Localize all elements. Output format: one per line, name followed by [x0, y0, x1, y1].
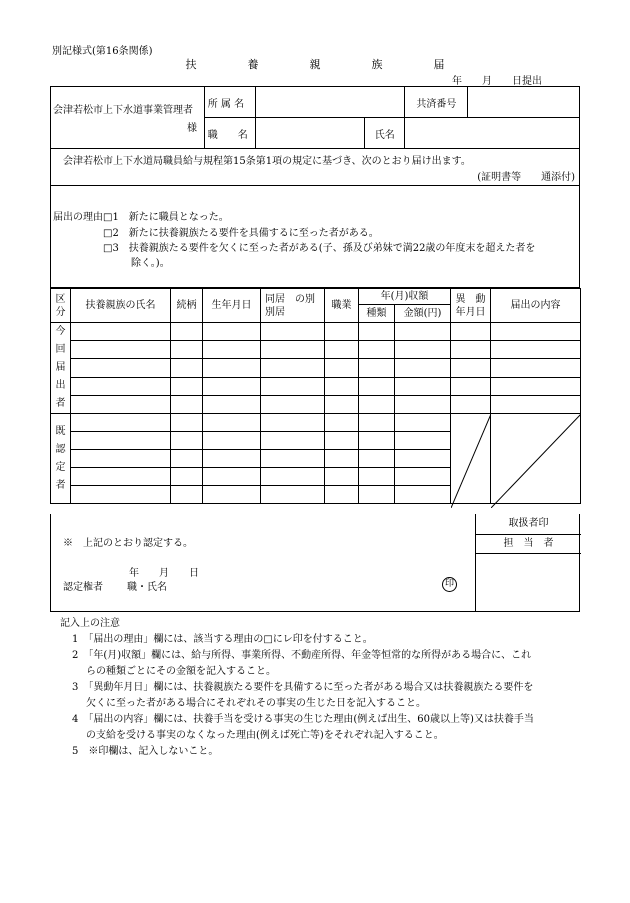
col-income-amount: 金額(円)	[395, 305, 451, 323]
note-item: らの種類ごとにその金額を記入すること。	[86, 666, 276, 677]
form-label: 別記様式(第16条関係)	[52, 46, 153, 57]
seal-mark: 印	[442, 577, 457, 592]
mutual-aid-field[interactable]	[468, 87, 580, 118]
table-cell[interactable]	[359, 486, 395, 504]
table-cell[interactable]	[359, 468, 395, 486]
note-item: 欠くに至った者がある場合にそれぞれその事実の生じた日を記入すること。	[86, 698, 426, 709]
col-name: 扶養親族の氏名	[71, 289, 171, 323]
table-cell[interactable]	[261, 359, 325, 377]
table-cell[interactable]	[261, 486, 325, 504]
certify-date: 年 月 日	[129, 568, 199, 579]
col-birth: 生年月日	[203, 289, 261, 323]
table-cell[interactable]	[71, 450, 171, 468]
col-relationship: 続柄	[171, 289, 203, 323]
table-cell[interactable]	[203, 450, 261, 468]
table-cell[interactable]	[203, 395, 261, 413]
table-cell[interactable]	[359, 395, 395, 413]
table-cell[interactable]	[71, 323, 171, 341]
handler-column	[475, 514, 581, 611]
certify-box	[50, 514, 580, 612]
table-cell[interactable]	[171, 341, 203, 359]
handler-seal-field[interactable]	[476, 554, 581, 612]
table-cell[interactable]	[395, 414, 451, 432]
table-cell[interactable]	[71, 432, 171, 450]
table-cell[interactable]	[395, 468, 451, 486]
handler-seal-label: 取扱者印	[476, 514, 581, 535]
table-cell[interactable]	[325, 323, 359, 341]
table-cell[interactable]	[261, 395, 325, 413]
org-name: 会津若松市上下水道事業管理者	[53, 105, 193, 116]
name-label: 氏名	[365, 118, 405, 149]
table-cell[interactable]	[359, 414, 395, 432]
table-cell[interactable]	[203, 486, 261, 504]
table-cell[interactable]	[325, 395, 359, 413]
table-cell[interactable]	[71, 341, 171, 359]
col-kubun: 区 分	[51, 289, 71, 323]
table-cell[interactable]	[359, 359, 395, 377]
reason-item-3-cont: 除く。)。	[131, 258, 170, 269]
table-cell[interactable]	[491, 377, 581, 395]
authority-label: 認定権者	[63, 582, 103, 593]
mutual-aid-label: 共済番号	[405, 87, 468, 118]
table-cell[interactable]	[171, 450, 203, 468]
notes	[60, 616, 590, 760]
table-cell[interactable]	[325, 486, 359, 504]
table-cell[interactable]	[261, 450, 325, 468]
table-cell[interactable]	[203, 414, 261, 432]
table-cell[interactable]	[203, 377, 261, 395]
org-cell	[51, 87, 205, 149]
col-change-date: 異 動 年月日	[451, 289, 491, 323]
sama-label: 様	[187, 123, 197, 134]
col-income: 年(月)収額	[359, 289, 451, 305]
position-field[interactable]	[256, 118, 365, 149]
table-cell[interactable]	[325, 414, 359, 432]
table-cell[interactable]	[451, 341, 491, 359]
table-cell[interactable]	[203, 341, 261, 359]
table-cell[interactable]	[395, 395, 451, 413]
attachment-text: (証明書等 通添付)	[477, 172, 575, 183]
table-cell[interactable]	[395, 323, 451, 341]
table-cell[interactable]	[359, 432, 395, 450]
reason-item-2[interactable]: □2 新たに扶養親族たる要件を具備するに至った者がある。	[103, 228, 379, 239]
table-cell[interactable]	[491, 323, 581, 341]
table-cell[interactable]	[171, 395, 203, 413]
dept-label: 所 属 名	[204, 87, 256, 118]
reason-box	[50, 186, 580, 288]
table-cell[interactable]	[203, 468, 261, 486]
table-cell[interactable]	[261, 468, 325, 486]
table-cell[interactable]	[359, 341, 395, 359]
dependents-table	[50, 288, 581, 504]
header-table	[50, 86, 580, 149]
reason-label: 届出の理由	[53, 212, 103, 223]
table-cell[interactable]	[171, 432, 203, 450]
note-item: 4 「届出の内容」欄には、扶養手当を受ける事実の生じた理由(例えば出生、60歳以上等)又は扶養手当	[72, 714, 534, 725]
table-cell[interactable]	[325, 359, 359, 377]
table-cell[interactable]	[171, 359, 203, 377]
statement-box	[50, 146, 580, 186]
table-cell[interactable]	[395, 450, 451, 468]
person-in-charge-label: 担 当 者	[476, 535, 581, 554]
table-cell[interactable]	[395, 377, 451, 395]
col-cohab: 同居 の別 別居	[261, 289, 325, 323]
table-cell[interactable]	[171, 377, 203, 395]
table-cell[interactable]	[325, 450, 359, 468]
table-cell[interactable]	[261, 341, 325, 359]
position-name-label: 職・氏名	[127, 582, 167, 593]
slash-line	[491, 414, 581, 508]
statement-text: 会津若松市上下水道局職員給与規程第15条第1項の規定に基づき、次のとおり届け出ます。	[63, 156, 471, 167]
table-cell[interactable]	[71, 377, 171, 395]
table-cell[interactable]	[395, 432, 451, 450]
table-cell[interactable]	[325, 432, 359, 450]
name-field[interactable]	[405, 118, 580, 149]
table-cell[interactable]	[203, 359, 261, 377]
table-cell[interactable]	[171, 468, 203, 486]
table-cell[interactable]	[203, 323, 261, 341]
col-content: 届出の内容	[491, 289, 581, 323]
note-item: 2 「年(月)収額」欄には、給与所得、事業所得、不動産所得、年金等恒常的な所得がある場合に、これ	[72, 650, 532, 661]
table-cell[interactable]	[491, 341, 581, 359]
note-item: の支給を受ける事実のなくなった理由(例えば死亡等)をそれぞれ記入すること。	[86, 730, 444, 741]
table-cell[interactable]	[451, 359, 491, 377]
note-item: 5 ※印欄は、記入しないこと。	[72, 746, 219, 757]
table-cell[interactable]	[325, 341, 359, 359]
table-cell[interactable]	[261, 323, 325, 341]
certify-statement: ※ 上記のとおり認定する。	[63, 538, 193, 549]
table-cell[interactable]	[325, 468, 359, 486]
table-cell[interactable]	[171, 414, 203, 432]
table-cell[interactable]	[261, 432, 325, 450]
table-cell[interactable]	[451, 377, 491, 395]
notes-title: 記入上の注意	[60, 618, 120, 629]
table-cell[interactable]	[71, 486, 171, 504]
table-cell[interactable]	[71, 468, 171, 486]
change-date-slashed	[451, 414, 491, 504]
table-cell[interactable]	[359, 450, 395, 468]
table-cell[interactable]	[359, 323, 395, 341]
table-cell[interactable]	[395, 359, 451, 377]
col-job: 職業	[325, 289, 359, 323]
note-item: 1 「届出の理由」欄には、該当する理由の□にレ印を付すること。	[72, 634, 373, 645]
table-cell[interactable]	[71, 414, 171, 432]
position-label: 職 名	[204, 118, 256, 149]
table-cell[interactable]	[71, 395, 171, 413]
table-cell[interactable]	[451, 323, 491, 341]
table-cell[interactable]	[359, 377, 395, 395]
table-cell[interactable]	[491, 359, 581, 377]
table-cell[interactable]	[325, 377, 359, 395]
section-approved: 既 認 定 者	[51, 414, 71, 504]
section-current: 今 回 届 出 者	[51, 323, 71, 414]
table-cell[interactable]	[171, 323, 203, 341]
table-cell[interactable]	[261, 377, 325, 395]
table-cell[interactable]	[171, 486, 203, 504]
table-cell[interactable]	[395, 341, 451, 359]
table-cell[interactable]	[203, 432, 261, 450]
note-item: 3 「異動年月日」欄には、扶養親族たる要件を具備するに至った者がある場合又は扶養親族たる要件を	[72, 682, 534, 693]
date-submitted: 年 月 日提出	[452, 76, 542, 87]
col-income-type: 種類	[359, 305, 395, 323]
table-cell[interactable]	[395, 486, 451, 504]
slash-line	[451, 414, 491, 508]
form-title: 扶 養 親 族 届	[185, 58, 465, 71]
reason-item-3[interactable]: □3 扶養親族たる要件を欠くに至った者がある(子、孫及び弟妹で満22歳の年度末を超えた者を	[103, 243, 536, 254]
table-cell[interactable]	[71, 359, 171, 377]
table-cell[interactable]	[451, 395, 491, 413]
content-slashed	[491, 414, 581, 504]
table-cell[interactable]	[491, 395, 581, 413]
reason-item-1[interactable]: □1 新たに職員となった。	[103, 212, 229, 223]
table-cell[interactable]	[261, 414, 325, 432]
dept-field[interactable]	[256, 87, 405, 118]
